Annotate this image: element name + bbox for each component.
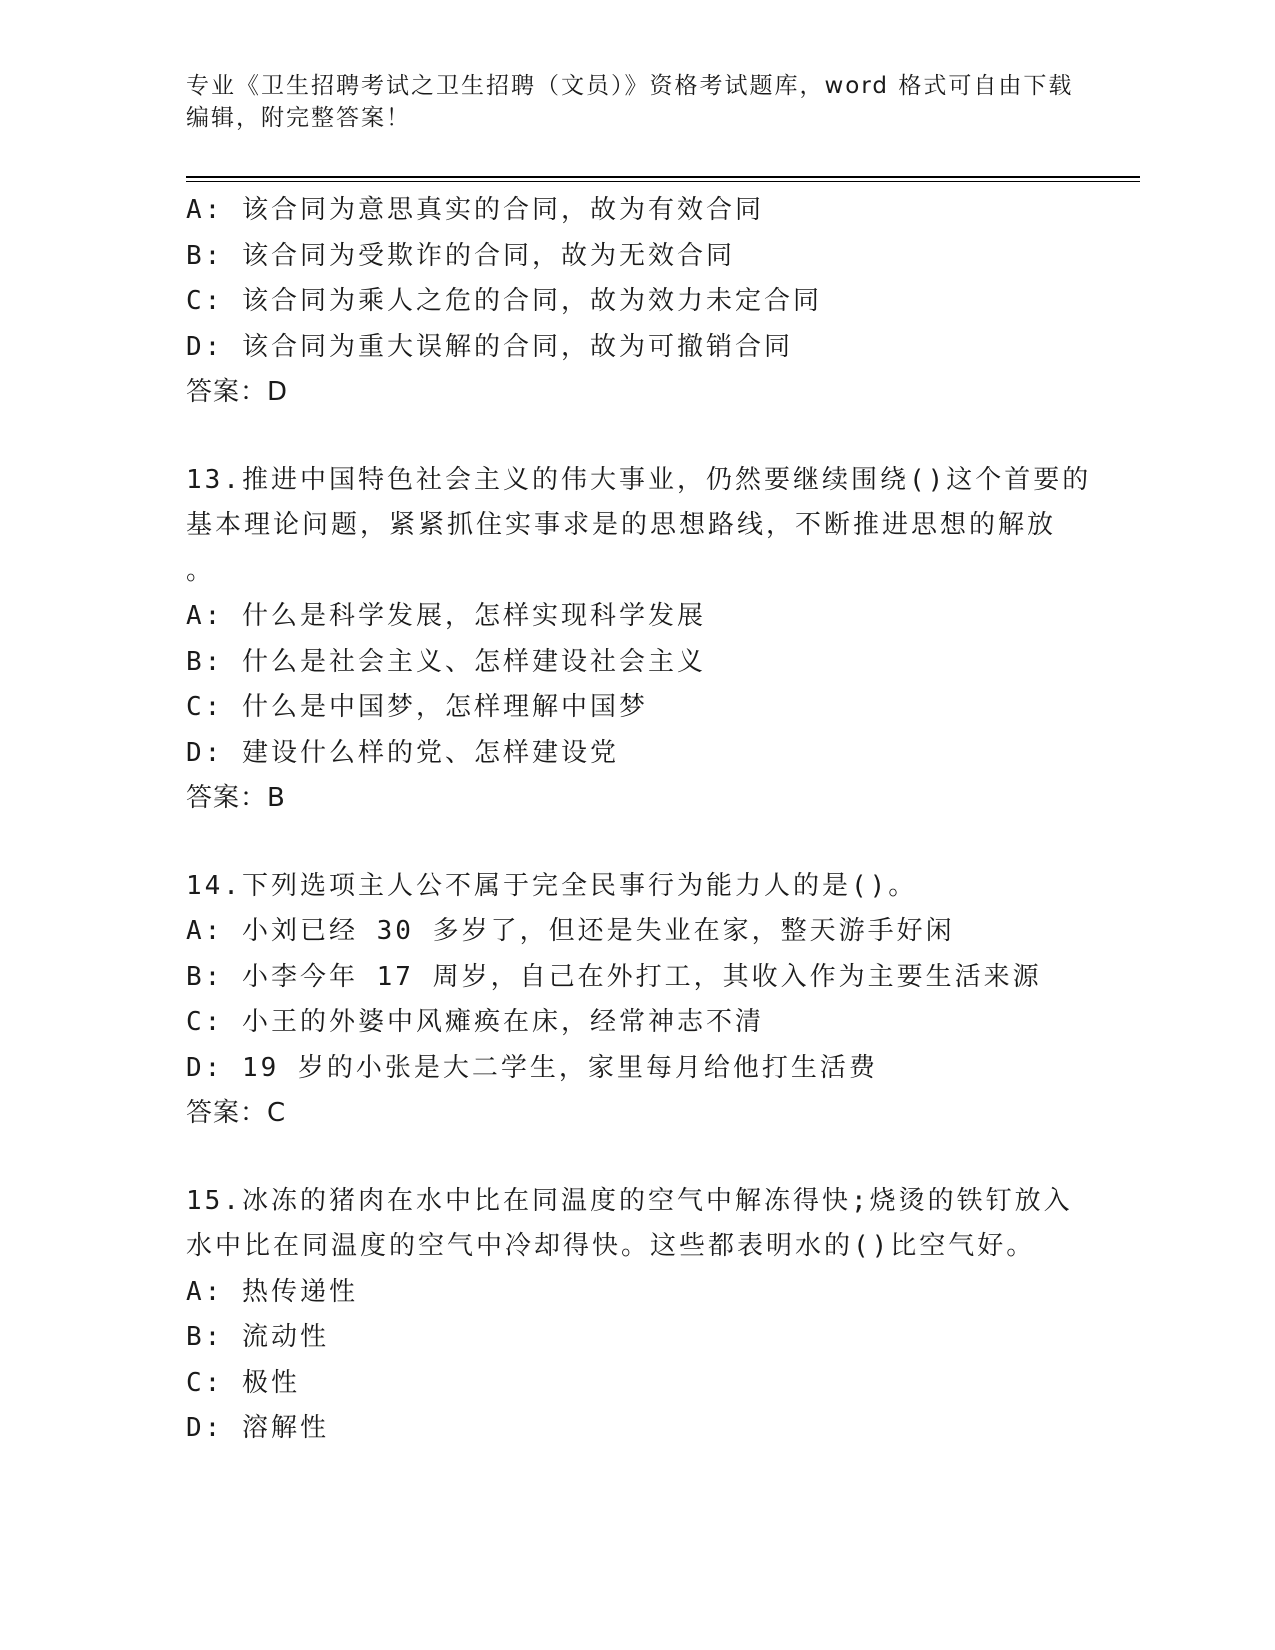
question-gap	[186, 416, 1086, 458]
answer-line: 答案：C	[186, 1098, 287, 1128]
option-d: D: 该合同为重大误解的合同，故为可撤销合同	[186, 331, 793, 362]
option-b: B: 小李今年 17 周岁，自己在外打工，其收入作为主要生活来源	[186, 961, 1042, 992]
question-stem-line: 基本理论问题，紧紧抓住实事求是的思想路线，不断推进思想的解放	[186, 510, 1057, 540]
question-stem-line: 水中比在同温度的空气中冷却得快。这些都表明水的()比空气好。	[186, 1231, 1036, 1261]
option-b: B: 什么是社会主义、怎样建设社会主义	[186, 646, 706, 677]
question-stem-line: 13.推进中国特色社会主义的伟大事业，仍然要继续围绕()这个首要的	[186, 464, 1092, 495]
question-15	[186, 1179, 1086, 1452]
option-c: C: 小王的外婆中风瘫痪在床，经常神志不清	[186, 1007, 764, 1037]
option-c: C: 什么是中国梦，怎样理解中国梦	[186, 692, 648, 722]
answer-line: 答案：B	[186, 783, 286, 813]
question-stem-line: 15.冰冻的猪肉在水中比在同温度的空气中解冻得快;烧烫的铁钉放入	[186, 1185, 1073, 1216]
question-gap	[186, 1137, 1086, 1179]
option-a: A: 该合同为意思真实的合同，故为有效合同	[186, 195, 764, 225]
header-line-1: 专业《卫生招聘考试之卫生招聘（文员）》资格考试题库，word 格式可自由下载	[186, 73, 1074, 99]
answer-line: 答案：D	[186, 377, 289, 407]
option-b: B: 该合同为受欺诈的合同，故为无效合同	[186, 240, 735, 271]
option-d: D: 建设什么样的党、怎样建设党	[186, 737, 619, 768]
question-content	[186, 188, 1092, 1452]
option-a: A: 小刘已经 30 多岁了，但还是失业在家，整天游手好闲	[186, 916, 955, 946]
option-d: D: 溶解性	[186, 1413, 329, 1443]
header-line-2: 编辑，附完整答案！	[186, 105, 411, 131]
option-a: A: 热传递性	[186, 1276, 358, 1307]
question-gap	[186, 822, 1086, 864]
header-divider-thin	[186, 181, 1140, 182]
question-stem-line: 。	[186, 555, 216, 586]
question-14	[186, 864, 1086, 1137]
option-c: C: 极性	[186, 1367, 300, 1398]
question-12	[186, 188, 1086, 416]
option-b: B: 流动性	[186, 1322, 329, 1352]
option-c: C: 该合同为乘人之危的合同，故为效力未定合同	[186, 286, 822, 316]
option-a: A: 什么是科学发展，怎样实现科学发展	[186, 601, 706, 631]
question-13	[186, 458, 1092, 822]
question-stem-line: 14.下列选项主人公不属于完全民事行为能力人的是()。	[186, 870, 918, 901]
option-d: D: 19 岁的小张是大二学生，家里每月给他打生活费	[186, 1052, 878, 1083]
header-divider-thick	[186, 176, 1140, 178]
document-header	[186, 70, 1086, 134]
